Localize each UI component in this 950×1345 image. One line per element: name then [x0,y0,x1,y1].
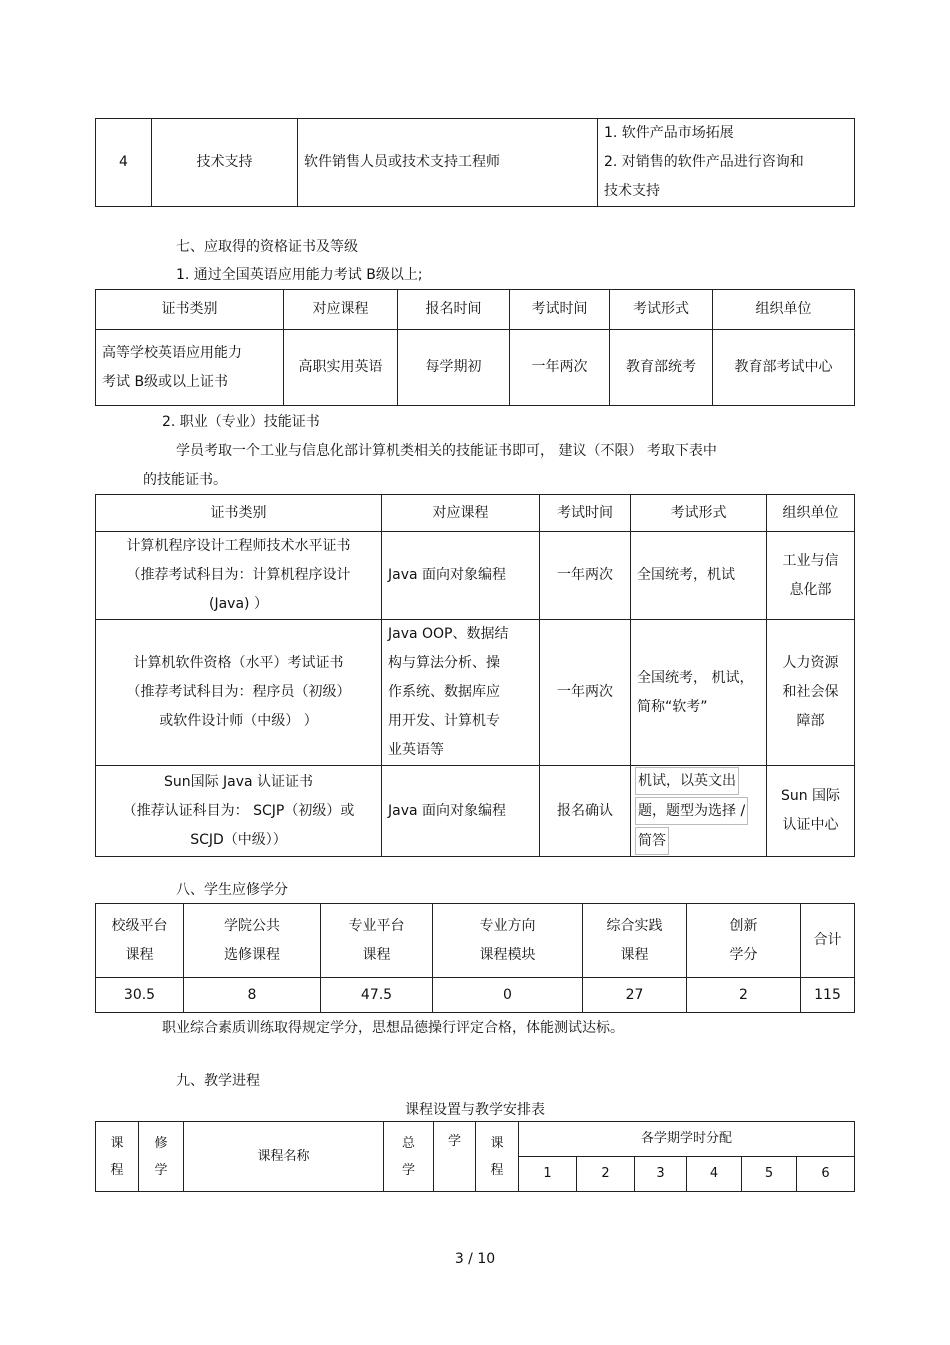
section7-paragraph-cont: 的技能证书。 [143,472,227,488]
section7-title: 七、应取得的资格证书及等级 [176,239,358,255]
header-course: 对应课程 [382,495,540,532]
cell-cert: 计算机程序设计工程师技术水平证书 （推荐考试科目为：计算机程序设计 (Java) ） [96,532,382,620]
value-major-platform: 47.5 [321,978,433,1013]
cell-exam-time: 一年两次 [540,620,631,766]
header-course-type: 课 程 [96,1122,139,1192]
header-course-name: 课程名称 [184,1122,384,1192]
cell-cert: Sun国际 Java 认证证书 （推荐认证科目为： SCJP（初级）或 SCJD（中级）） [96,766,382,857]
job-role: 软件销售人员或技术支持工程师 [298,119,598,207]
header-school-platform: 校级平台 课程 [96,904,184,978]
header-semester-distribution: 各学期学时分配 [519,1122,855,1157]
value-total: 115 [801,978,855,1013]
value-school-platform: 30.5 [96,978,184,1013]
skill-cert-table [95,494,855,857]
header-course-kind: 课 程 [476,1122,519,1192]
section7-item1: 1. 通过全国英语应用能力考试 B级以上; [176,267,423,283]
header-semester-2: 2 [577,1157,635,1192]
value-college-elective: 8 [184,978,321,1013]
table-row [96,532,855,620]
header-org: 组织单位 [767,495,855,532]
value-major-direction: 0 [433,978,583,1013]
schedule-table [95,1121,855,1192]
cell-exam-form: 教育部统考 [610,330,713,406]
english-cert-table [95,289,855,406]
header-semester-1: 1 [519,1157,577,1192]
cell-exam-time: 一年两次 [540,532,631,620]
job-tasks: 1. 软件产品市场拓展 2. 对销售的软件产品进行咨询和 技术支持 [598,119,855,207]
cell-course: Java 面向对象编程 [382,532,540,620]
header-cert-type: 证书类别 [96,495,382,532]
section9-title: 九、教学进程 [176,1073,260,1089]
header-semester-3: 3 [635,1157,687,1192]
header-major-platform: 专业平台 课程 [321,904,433,978]
header-exam-form: 考试形式 [631,495,767,532]
header-innovation: 创新 学分 [687,904,801,978]
header-college-elective: 学院公共 选修课程 [184,904,321,978]
job-table [95,118,855,207]
cell-signup: 每学期初 [398,330,510,406]
section8-title: 八、学生应修学分 [176,882,288,898]
cell-exam-form: 全国统考， 机试， 简称“软考” [631,620,767,766]
table-row [96,620,855,766]
header-exam-time: 考试时间 [510,290,610,330]
header-cert-type: 证书类别 [96,290,284,330]
header-signup: 报名时间 [398,290,510,330]
cell-exam-time: 报名确认 [540,766,631,857]
cell-course: 高职实用英语 [284,330,398,406]
page-number: 3 / 10 [454,1251,496,1267]
value-practice: 27 [583,978,687,1013]
header-total-hours: 总 学 [384,1122,434,1192]
cell-org: 工业与信 息化部 [767,532,855,620]
cell-cert: 计算机软件资格（水平）考试证书 （推荐考试科目为：程序员（初级） 或软件设计师（中级） ） [96,620,382,766]
cell-cert: 高等学校英语应用能力 考试 B级或以上证书 [96,330,284,406]
section7-item2: 2. 职业（专业）技能证书 [162,414,320,430]
header-practice: 综合实践 课程 [583,904,687,978]
schedule-table-title: 课程设置与教学安排表 [405,1102,545,1118]
cell-org: Sun 国际 认证中心 [767,766,855,857]
value-innovation: 2 [687,978,801,1013]
header-exam-form: 考试形式 [610,290,713,330]
credits-table [95,903,855,1013]
header-major-direction: 专业方向 课程模块 [433,904,583,978]
table-row [96,766,855,857]
header-semester-4: 4 [687,1157,742,1192]
header-credits: 学 [434,1122,476,1192]
job-name: 技术支持 [152,119,298,207]
header-total: 合计 [801,904,855,978]
cell-exam-form: 机试，以英文出 题，题型为选择 / 简答 [631,766,767,857]
header-semester-5: 5 [742,1157,797,1192]
cell-org: 人力资源 和社会保 障部 [767,620,855,766]
section7-paragraph: 学员考取一个工业与信息化部计算机类相关的技能证书即可， 建议（不限） 考取下表中 [176,443,717,459]
table-row [96,978,855,1013]
header-semester-6: 6 [797,1157,855,1192]
cell-org: 教育部考试中心 [713,330,855,406]
cell-course: Java OOP、数据结 构与算法分析、操 作系统、数据库应 用开发、计算机专 业英语等 [382,620,540,766]
header-exam-time: 考试时间 [540,495,631,532]
cell-course: Java 面向对象编程 [382,766,540,857]
header-org: 组织单位 [713,290,855,330]
job-num: 4 [96,119,152,207]
section8-note: 职业综合素质训练取得规定学分，思想品德操行评定合格，体能测试达标。 [162,1020,624,1036]
header-study-type: 修 学 [139,1122,184,1192]
cell-exam-form: 全国统考，机试 [631,532,767,620]
cell-exam-time: 一年两次 [510,330,610,406]
header-course: 对应课程 [284,290,398,330]
